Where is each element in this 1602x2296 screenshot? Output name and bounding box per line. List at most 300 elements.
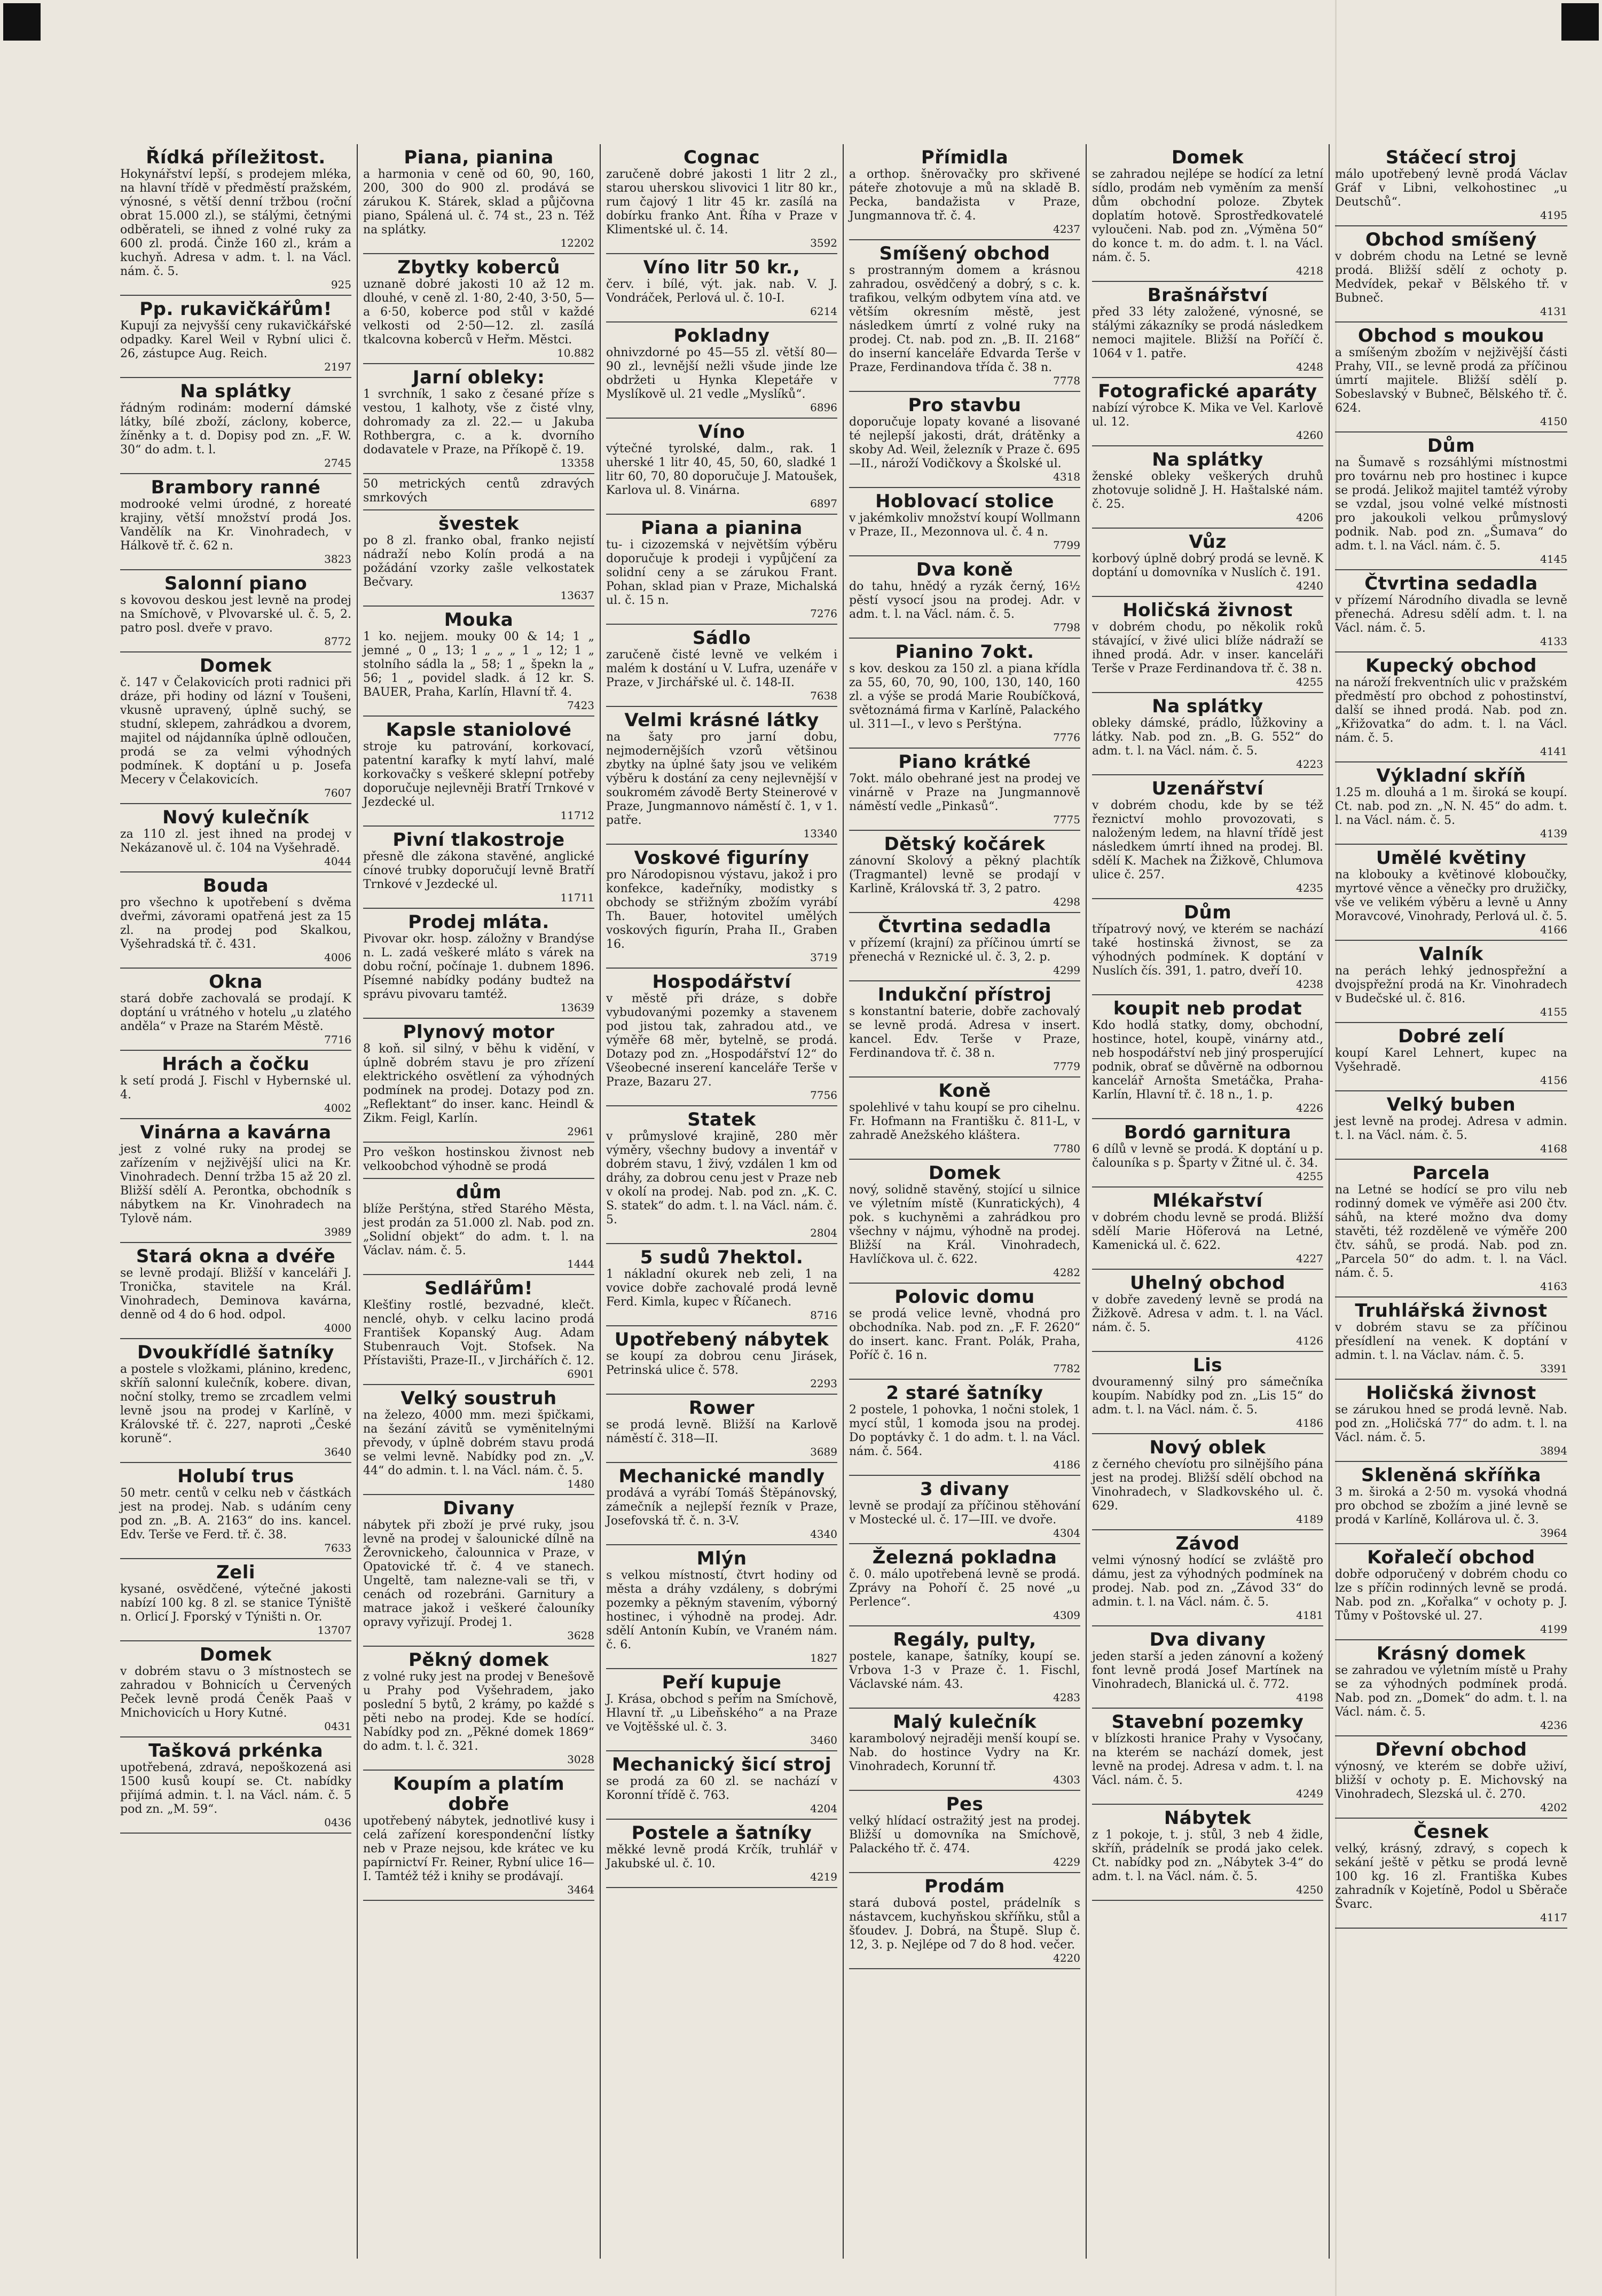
classified-ad bbox=[363, 1275, 594, 1385]
ad-body: 50 metrických centů zdravých smrkových bbox=[363, 477, 594, 505]
ad-body: velký, krásný, zdravý, s copech k sekání ještě v pětku se prodá levně 100 kg. 16 zl. Františka Kubes zahradník v Kojetíně, Podol u Sběrače Švarc. bbox=[1335, 1842, 1567, 1911]
ad-reference-number: 8772 bbox=[324, 635, 351, 648]
ad-reference-number: 4002 bbox=[324, 1102, 351, 1114]
ad-headline: Velmi krásné látky bbox=[624, 710, 819, 731]
ad-reference-number: 6897 bbox=[810, 497, 837, 510]
ad-body: 7okt. málo obehrané jest na prodej ve vinárně v Praze na Jungmannově náměstí vedle „Pinkasů“. bbox=[849, 772, 1080, 813]
ad-reference-number: 7607 bbox=[324, 787, 351, 799]
ad-body: 8 koň. sil silný, v běhu k vidění, v úplně dobrém stavu je pro zřízení elektrického osvětlení za výhodných podmínek na prodej. Dotazy pod zn. „Reflektant“ do inser. kanc. Heindl & Zikm. Feigl, Karlín. bbox=[363, 1042, 594, 1125]
ad-body: 3 m. široká a 2·50 m. vysoká vhodná pro obchod se zbožím a jiné levně se prodá v Karlíně, Kollárova ul. č. 3. bbox=[1335, 1485, 1567, 1527]
classified-ad bbox=[1335, 1640, 1567, 1736]
ad-body: v dobrém stavu o 3 místnostech se zahradou v Bohnicích u Červených Peček levně prodá Čeněk Paaš v Mnichovicích u Hory Kutné. bbox=[120, 1665, 351, 1720]
classified-ad bbox=[363, 1495, 594, 1647]
ad-body: dobře odporučený v dobrém chodu co lze s příčin rodinných levně se prodá. Nab. pod zn. „Kořalka“ v ochoty p. J. Tůmy v Poštovské ul. 27. bbox=[1335, 1568, 1567, 1623]
ad-reference-number: 4240 bbox=[1296, 579, 1323, 592]
ad-headline: Skleněná skříňka bbox=[1361, 1465, 1542, 1486]
ad-reference-number: 6901 bbox=[567, 1367, 594, 1380]
ad-headline: Mouka bbox=[444, 609, 514, 631]
ad-headline: Domek bbox=[1171, 147, 1244, 168]
ad-reference-number: 4202 bbox=[1540, 1801, 1567, 1814]
ad-column bbox=[358, 144, 601, 2259]
ad-reference-number: 1480 bbox=[567, 1477, 594, 1490]
ad-body: uznaně dobré jakosti 10 až 12 m. dlouhé, v ceně zl. 1·80, 2·40, 3·50, 5— a 6·50, koberce pod stůl v každé velkosti od 2·50—12. zl. zasílá tkalcovna koberců v Heřm. Městci. bbox=[363, 278, 594, 347]
classified-ad bbox=[606, 1326, 837, 1395]
ad-headline: Lis bbox=[1192, 1355, 1223, 1376]
classified-ad bbox=[606, 1545, 837, 1669]
ad-body: J. Krása, obchod s peřím na Smíchově, Hlavní tř. „u Libeňského“ a na Praze ve Vojtěšské ul. č. 3. bbox=[606, 1693, 837, 1734]
classified-ad bbox=[1335, 1544, 1567, 1640]
classified-ad bbox=[606, 969, 837, 1106]
ad-headline: Piana a pianina bbox=[641, 517, 803, 539]
classified-ad bbox=[1092, 1188, 1323, 1270]
classified-ad bbox=[606, 1751, 837, 1820]
ad-headline: Na splátky bbox=[1152, 449, 1263, 470]
ad-reference-number: 2804 bbox=[810, 1226, 837, 1239]
ad-body: z černého chevíotu pro silnějšího pána jest na prodej. Bližší sdělí obchod na Vinohradech, v Sladkovského ul. č. 629. bbox=[1092, 1458, 1323, 1513]
ad-headline: Rower bbox=[688, 1397, 755, 1419]
ad-reference-number: 2197 bbox=[324, 360, 351, 373]
classified-ad bbox=[606, 144, 837, 254]
ad-body: postele, kanape, šatníky, koupí se. Vrbova 1-3 v Praze č. 1. Fischl, Václavské nám. 43. bbox=[849, 1650, 1080, 1691]
ad-body: málo upotřebený levně prodá Václav Gráf v Libni, velkohostinec „u Deutschů“. bbox=[1335, 168, 1567, 209]
ad-body: výnosný, ve kterém se dobře uživí, bližší v ochoty p. E. Michovský na Vinohradech, Slezská ul. č. 270. bbox=[1335, 1760, 1567, 1801]
ad-headline: Nábytek bbox=[1164, 1807, 1252, 1829]
ad-headline: Kupecký obchod bbox=[1365, 655, 1537, 677]
ad-reference-number: 12202 bbox=[560, 237, 594, 249]
ad-reference-number: 3989 bbox=[324, 1225, 351, 1238]
classified-ad bbox=[849, 392, 1080, 488]
ad-headline: Salonní piano bbox=[164, 573, 308, 594]
scan-corner-mark bbox=[1561, 3, 1599, 41]
classified-ad bbox=[1092, 1709, 1323, 1805]
ad-body: v jakémkoliv množství koupí Wollmann v Praze, II., Mezonnova ul. č. 4 n. bbox=[849, 512, 1080, 539]
ad-reference-number: 4168 bbox=[1540, 1142, 1567, 1155]
ad-headline: Česnek bbox=[1413, 1821, 1489, 1843]
ad-reference-number: 4248 bbox=[1296, 360, 1323, 373]
ad-body: velmi výnosný hodící se zvláště pro dámu, jest za výhodných podmínek na prodej. Nab. pod zn. „Závod 33“ do admin. t. l. na Václ. nám. č. 5. bbox=[1092, 1554, 1323, 1609]
ad-body: a smíšeným zbožím v nejživější části Prahy, VII., se levně prodá za příčinou úmrtí majitele. Bližší sdělí p. Sobeslavský v Bubneč, Bělského tř. č. 624. bbox=[1335, 346, 1567, 415]
ad-headline: Pp. rukavičkářům! bbox=[139, 298, 332, 320]
ad-headline: Prodám bbox=[924, 1876, 1005, 1897]
classified-ad bbox=[1092, 693, 1323, 775]
ad-body: Pro veškon hostinskou živnost neb velkoobchod výhodně se prodá bbox=[363, 1146, 594, 1173]
ad-headline: Holubí trus bbox=[177, 1466, 294, 1487]
ad-body: tu- i cizozemská v největším výběru doporučuje k prodeji i vypůjčení za solidní ceny a se zárukou Frant. Pohan, sklad pian v Praze, Michalská ul. č. 15 n. bbox=[606, 538, 837, 607]
ad-headline: Truhlářská živnost bbox=[1355, 1300, 1548, 1322]
ad-headline: Voskové figuríny bbox=[634, 847, 810, 869]
ad-headline: Malý kulečník bbox=[892, 1711, 1037, 1733]
ad-reference-number: 7799 bbox=[1053, 539, 1080, 552]
ad-body: stroje ku patrování, korkovací, patentní karafky k mytí lahví, malé korkovačky s veškeré sklepní potřeby doporučuje nejlevněji Bratří Trnkové v Jezdecké ul. bbox=[363, 740, 594, 809]
classified-ad bbox=[1092, 995, 1323, 1119]
classified-ad bbox=[1092, 1530, 1323, 1626]
ad-headline: 2 staré šatníky bbox=[886, 1382, 1043, 1404]
ad-column bbox=[115, 144, 358, 2259]
ad-body: jest levně na prodej. Adresa v admin. t. l. na Václ. nám. č. 5. bbox=[1335, 1115, 1567, 1142]
ad-body: na železo, 4000 mm. mezi špičkami, na šezání závitů se vyměnitelnými převody, v úplně dobrém stavu prodá se velmi levně. Nabídky pod zn. „V. 44“ do admin. t. l. na Václ. nám. č. 5. bbox=[363, 1409, 594, 1477]
classified-ad bbox=[606, 845, 837, 969]
ad-reference-number: 4204 bbox=[810, 1802, 837, 1815]
classified-ad bbox=[849, 749, 1080, 831]
classified-ad bbox=[849, 1626, 1080, 1709]
ad-reference-number: 3689 bbox=[810, 1445, 837, 1458]
classified-ad bbox=[849, 1380, 1080, 1476]
ad-headline: Smíšený obchod bbox=[879, 243, 1050, 264]
ad-reference-number: 4236 bbox=[1540, 1719, 1567, 1732]
ad-column bbox=[1087, 144, 1330, 2259]
ad-body: v dobrém stavu se za příčinou přesídlení na venek. K doptání v admin. t. l. na Václav. nám. č. 5. bbox=[1335, 1321, 1567, 1362]
ad-reference-number: 4304 bbox=[1053, 1527, 1080, 1539]
classified-ad bbox=[1092, 1270, 1323, 1352]
classified-ad bbox=[1335, 570, 1567, 652]
ad-reference-number: 4218 bbox=[1296, 264, 1323, 277]
ad-reference-number: 2293 bbox=[810, 1377, 837, 1390]
ad-headline: Na splátky bbox=[1152, 696, 1263, 717]
ad-reference-number: 3391 bbox=[1540, 1362, 1567, 1375]
classified-ad bbox=[606, 1463, 837, 1545]
ad-body: v průmyslové krajině, 280 měr výměry, všechny budovy a inventář v dobrém stavu, 1 živý, vzdálen 1 km od dráhy, za dobrou cenu jest v Praze neb v okolí na prodej. Nab. pod zn. „K. C. S. statek“ do adm. t. l. na Václ. nám. č. 5. bbox=[606, 1130, 837, 1226]
classified-ad bbox=[1335, 433, 1567, 570]
classified-ad bbox=[606, 625, 837, 707]
ad-body: s konstantní baterie, dobře zachovalý se levně prodá. Adresa v insert. kancel. Edv. Terše v Praze, Ferdinandova tř. č. 38 n. bbox=[849, 1005, 1080, 1060]
ad-reference-number: 4255 bbox=[1296, 675, 1323, 688]
ad-headline: Dům bbox=[1183, 902, 1232, 923]
classified-ad bbox=[1092, 144, 1323, 282]
ad-headline: Uzenářství bbox=[1151, 778, 1264, 799]
ad-headline: Pokladny bbox=[673, 325, 770, 347]
ad-headline: Pivní tlakostroje bbox=[392, 829, 565, 851]
ad-headline: 5 sudů 7hektol. bbox=[640, 1247, 804, 1268]
ad-reference-number: 4238 bbox=[1296, 978, 1323, 990]
classified-ad bbox=[849, 981, 1080, 1078]
ad-body: řádným rodinám: moderní dámské látky, bílé zboží, záclony, koberce, žíněnky a t. d. Dopisy pod zn. „F. W. 30“ do adm. t. l. bbox=[120, 402, 351, 457]
ad-headline: Polovic domu bbox=[894, 1286, 1035, 1308]
classified-ad bbox=[606, 254, 837, 323]
ad-headline: Cognac bbox=[684, 147, 760, 168]
ad-headline: Vůz bbox=[1189, 531, 1227, 553]
ad-headline: Hospodářství bbox=[652, 971, 791, 993]
ad-headline: Statek bbox=[687, 1109, 756, 1130]
classified-ad bbox=[363, 1385, 594, 1495]
classified-ad bbox=[606, 1395, 837, 1463]
ad-headline: Pěkný domek bbox=[408, 1649, 549, 1671]
classified-ad bbox=[606, 1669, 837, 1751]
classified-ad bbox=[1335, 226, 1567, 323]
ad-reference-number: 4131 bbox=[1540, 305, 1567, 318]
ad-body: 1 ko. nejjem. mouky 00 & 14; 1 „ jemné „ 0 „ 13; 1 „ „ „ 1 „ 12; 1 „ stolního sádla la „ 58; 1 „ špekn la „ 56; 1 „ povidel sladk. á 12 kr. S. BAUER, Praha, Karlín, Hlavní tř. 4. bbox=[363, 630, 594, 699]
ad-body: v dobrém chodu levně se prodá. Bližší sdělí Marie Höferová na Letné, Kamenická ul. č. 622. bbox=[1092, 1211, 1323, 1252]
ad-body: karambolový nejraději menší koupí se. Nab. do hostince Vydry na Kr. Vinohradech, Korunní tř. bbox=[849, 1732, 1080, 1773]
classified-ad bbox=[1335, 1819, 1567, 1929]
ad-reference-number: 4198 bbox=[1296, 1691, 1323, 1704]
classified-ad bbox=[1335, 1160, 1567, 1298]
classified-ad bbox=[606, 323, 837, 419]
ad-headline: Čtvrtina sedadla bbox=[878, 916, 1051, 937]
ad-body: nabízí výrobce K. Mika ve Vel. Karlově ul. 12. bbox=[1092, 402, 1323, 429]
ad-headline: Dva divany bbox=[1149, 1629, 1266, 1650]
ad-body: se zahradou nejlépe se hodící za letní sídlo, prodám neb vyměním za menší dům obchodní poloze. Zbytek doplatím hotově. Sprostředkovatelé vyloučeni. Nab. pod zn. „Výměna 50“ do konce t. m. do adm. t. l. na Václ. nám. č. 5. bbox=[1092, 168, 1323, 264]
ad-reference-number: 10.882 bbox=[557, 347, 594, 359]
ad-reference-number: 4235 bbox=[1296, 882, 1323, 894]
classified-ad bbox=[606, 419, 837, 515]
ad-reference-number: 1444 bbox=[567, 1257, 594, 1270]
ad-body: v blízkosti hranice Prahy v Vysočany, na kterém se nachází domek, jest levně na prodej. Adresa v adm. t. l. na Václ. nám. č. 5. bbox=[1092, 1732, 1323, 1787]
ad-body: s prostranným domem a krásnou zahradou, osvědčený a dobrý, s c. k. trafikou, velkým odbytem vína atd. ve větším okresním městě, jest následkem úmrtí z volné ruky na prodej. Ct. nab. pod zn. „B. II. 2168“ do inserní kanceláře Edvarda Terše v Praze, Ferdinandova třída č. 38 n. bbox=[849, 264, 1080, 374]
ad-body: koupí Karel Lehnert, kupec na Vyšehradě. bbox=[1335, 1047, 1567, 1074]
ad-headline: Postele a šatníky bbox=[631, 1822, 812, 1844]
ad-reference-number: 7778 bbox=[1053, 374, 1080, 387]
ad-body: č. 147 v Čelakovicích proti radnici při dráze, při hodiny od lázní v Toušeni, vkusně upravený, úplně suchý, se studní, sklepem, zahrádkou a dvorem, majitel od nájdanníka úplně odloučen, prodá se za velmi výhodných podmínek. K doptání u p. Josefa Mecery v Čelakovicích. bbox=[120, 676, 351, 787]
ad-body: pro všechno k upotřebení s dvěma dveřmi, závorami opatřená jest za 15 zl. na prodej pod Skalkou, Vyšehradská tř. č. 431. bbox=[120, 896, 351, 951]
ad-body: jest z volné ruky na prodej se zařízením v nejživější ulici na Kr. Vinohradech. Denní tržba 15 až 20 zl. Bližší sdělí A. Perontka, obchodník s nábytkem na Kr. Vinohradech na Tylově nám. bbox=[120, 1143, 351, 1225]
ad-body: 50 metr. centů v celku neb v částkách jest na prodej. Nab. s udáním ceny pod zn. „B. A. 2163“ do ins. kancel. Edv. Terše ve Ferd. tř. č. 38. bbox=[120, 1487, 351, 1542]
ad-body: výtečné tyrolské, dalm., rak. 1 uherské 1 litr 40, 45, 50, 60, sladké 1 litr 60, 70, 80 doporučuje J. Matoušek, Karlova ul. 8. Vinárna. bbox=[606, 442, 837, 497]
ad-body: přesně dle zákona stavěné, anglické cínové trubky doporučují levně Bratří Trnkové v Jezdecké ul. bbox=[363, 850, 594, 891]
ad-headline: Piano krátké bbox=[898, 751, 1031, 773]
ad-reference-number: 7423 bbox=[567, 699, 594, 712]
classified-ad bbox=[120, 969, 351, 1051]
ad-headline: Mlékařství bbox=[1152, 1190, 1263, 1212]
classified-ad bbox=[363, 1771, 594, 1901]
classified-ad bbox=[606, 515, 837, 625]
ad-body: doporučuje lopaty kované a lisované té nejlepší jakosti, drát, drátěnky a skoby Ad. Weil, železník v Praze č. 695—II., nároží Vodičkovy a Školské ul. bbox=[849, 415, 1080, 470]
ad-headline: Dům bbox=[1427, 435, 1475, 457]
classified-ad bbox=[120, 1339, 351, 1463]
ad-body: v dobrém chodu na Letné se levně prodá. Bližší sdělí z ochoty p. Medvídek, pekař v Bělského tř. v Bubneč. bbox=[1335, 250, 1567, 305]
ad-reference-number: 4181 bbox=[1296, 1609, 1323, 1622]
ad-body: se zárukou hned se prodá levně. Nab. pod zn. „Holičská 77“ do adm. t. l. na Václ. nám. č. 5. bbox=[1335, 1403, 1567, 1444]
classified-ad bbox=[1335, 652, 1567, 762]
ad-reference-number: 7716 bbox=[324, 1033, 351, 1046]
classified-ad bbox=[120, 474, 351, 570]
ad-reference-number: 4156 bbox=[1540, 1074, 1567, 1087]
ad-body: se zahradou ve výletním místě u Prahy se za výhodných podmínek prodá. Nab. pod zn. „Domek“ do adm. t. l. na Václ. nám. č. 5. bbox=[1335, 1664, 1567, 1719]
ad-body: v městě při dráze, s dobře vybudovanými pozemky a stavenem pod jistou tak, zahradou atd., ve výměře 68 měr, bytelně, se prodá. Dotazy pod zn. „Hospodářství 12“ do Všeobecné inserení kanceláře Terše v Praze, Bazaru 27. bbox=[606, 992, 837, 1089]
ad-reference-number: 3628 bbox=[567, 1629, 594, 1642]
classified-ad bbox=[1092, 1352, 1323, 1434]
ad-reference-number: 4226 bbox=[1296, 1102, 1323, 1114]
ad-reference-number: 3028 bbox=[567, 1753, 594, 1766]
ad-reference-number: 11711 bbox=[560, 891, 594, 904]
ad-body: po 8 zl. franko obal, franko nejistí nádraží nebo Kolín prodá a na požádání vzorky zašle velkostatek Bečvary. bbox=[363, 534, 594, 589]
ad-headline: Dřevní obchod bbox=[1375, 1739, 1527, 1760]
classified-ad bbox=[363, 717, 594, 827]
classified-ad bbox=[1335, 941, 1567, 1023]
classified-ad bbox=[120, 1463, 351, 1559]
ad-reference-number: 3894 bbox=[1540, 1444, 1567, 1457]
ad-reference-number: 4250 bbox=[1296, 1883, 1323, 1896]
classified-ad bbox=[849, 1544, 1080, 1626]
ad-headline: Piana, pianina bbox=[404, 147, 554, 168]
ad-reference-number: 2745 bbox=[324, 457, 351, 469]
classified-ad bbox=[849, 240, 1080, 392]
ad-body: modrooké velmi úrodné, z horeaté krajiny, větší množství prodá Jos. Vandělík na Kr. Vinohradech, v Hálkově tř. č. 62 n. bbox=[120, 498, 351, 553]
classified-ad bbox=[363, 364, 594, 474]
ad-body: ohnivzdorné po 45—55 zl. větší 80—90 zl., levnější nežli všude jinde lze obdržeti u Hynka Klepetáře v Myslíkově ul. 21 vedle „Myslíků“. bbox=[606, 346, 837, 401]
ad-body: jeden starší a jeden zánovní a kožený font levně prodá Josef Martínek na Vinohradech, Blanická ul. č. 772. bbox=[1092, 1650, 1323, 1691]
ad-headline: Na splátky bbox=[180, 381, 292, 402]
ad-headline: Mechanické mandly bbox=[618, 1466, 825, 1487]
ad-body: a harmonia v ceně od 60, 90, 160, 200, 300 do 900 zl. prodává se zárukou K. Stárek, sklad a půjčovna piano, Spálená ul. č. 74 st., 23 n. Též na splátky. bbox=[363, 168, 594, 237]
ad-reference-number: 7798 bbox=[1053, 621, 1080, 634]
ad-reference-number: 4237 bbox=[1053, 223, 1080, 235]
ad-body: nový, solidně stavěný, stojící u silnice ve výletním místě (Kunratických), 4 pok. s kuchyněmi a zahrádkou pro všechny v nájmu, výhodně na prodej. Bližší na Král. Vinohradech, Havlíčkova ul. č. 622. bbox=[849, 1183, 1080, 1266]
ad-headline: Dobré zelí bbox=[1398, 1026, 1504, 1047]
ad-reference-number: 4163 bbox=[1540, 1280, 1567, 1293]
ad-body: stará dubová postel, prádelník s nástavcem, kuchyňskou skříňku, stůl a šťoudev. J. Dobrá, na Štupě. Slup č. 12, 3. p. Nejlépe od 7 do 8 hod. večer. bbox=[849, 1897, 1080, 1952]
ad-body: obleky dámské, prádlo, lůžkoviny a látky. Nab. pod zn. „B. G. 552“ do adm. t. l. na Václ. nám. č. 5. bbox=[1092, 717, 1323, 758]
ad-body: 1 nákladní okurek neb zeli, 1 na vovice dobře zachovalé prodá levně Ferd. Kimla, kupec v Říčanech. bbox=[606, 1268, 837, 1309]
classified-ad bbox=[1092, 1626, 1323, 1709]
classified-ad bbox=[363, 1143, 594, 1179]
classified-ad bbox=[1092, 378, 1323, 446]
ad-headline: Kořalečí obchod bbox=[1367, 1547, 1535, 1568]
ad-column bbox=[844, 144, 1087, 2259]
ad-body: Klešťiny rostlé, bezvadné, klečt. nenclé, ohyb. v celku lacino prodá František Kopanský Aug. Adam Stubenrauch Vojt. Stofsek. Na Přístavišti, Praze-II., v Jirchářích č. 12. bbox=[363, 1299, 594, 1367]
ad-body: upotřebený nábytek, jednotlivé kusy i celá zařízení korespondenční lístky neb v Praze nejsou, kde krátec ve ku papírnictví Fr. Reiner, Rybní ulice 16—I. Tamtéž též i knihy se prodávají. bbox=[363, 1814, 594, 1883]
ad-headline: Výkladní skříň bbox=[1376, 765, 1526, 787]
ad-headline: Jarní obleky: bbox=[412, 367, 545, 388]
ad-reference-number: 3964 bbox=[1540, 1527, 1567, 1539]
classified-ad bbox=[120, 872, 351, 969]
classified-ad bbox=[363, 474, 594, 510]
ad-body: 6 dílů v levně se prodá. K doptání u p. čalouníka s p. Šparty v Žitné ul. č. 34. bbox=[1092, 1143, 1323, 1170]
classified-ad bbox=[1092, 1434, 1323, 1530]
ad-headline: Divany bbox=[443, 1498, 515, 1519]
ad-headline: Hrách a čočku bbox=[162, 1053, 310, 1075]
ad-body: s kov. deskou za 150 zl. a piana křídla za 55, 60, 70, 90, 100, 130, 140, 160 zl. a výše se prodá Marie Roubíčková, světoznámá firma v Karlíně, Palackého ul. 311—I., v levo s Perštýna. bbox=[849, 662, 1080, 731]
ad-reference-number: 4133 bbox=[1540, 635, 1567, 648]
ad-headline: Plynový motor bbox=[403, 1021, 555, 1043]
ad-body: za 110 zl. jest ihned na prodej v Nekázanově ul. č. 104 na Vyšehradě. bbox=[120, 828, 351, 855]
ad-body: se prodá za 60 zl. se nachází v Koronní třídě č. 763. bbox=[606, 1775, 837, 1802]
ad-reference-number: 4283 bbox=[1053, 1691, 1080, 1704]
ad-headline: Řídká příležitost. bbox=[146, 147, 326, 168]
classified-ad bbox=[120, 570, 351, 652]
ad-headline: Umělé květiny bbox=[1376, 847, 1527, 869]
ad-reference-number: 7638 bbox=[810, 689, 837, 702]
ad-body: Kupují za nejvyšší ceny rukavičkářské odpadky. Karel Weil v Rybní ulici č. 26, zástupce Aug. Reich. bbox=[120, 319, 351, 360]
ad-reference-number: 7276 bbox=[810, 607, 837, 620]
ad-body: Hokynářství lepší, s prodejem mléka, na hlavní třídě v předměstí pražském, výnosné, s větší denní tržbou (roční obrat 15.000 zl.), se stálými, četnými odběrateli, se ihned z volné ruky za 600 zl. prodá. Činže 160 zl., krám a kuchyň. Adresa v adm. t. l. na Václ. nám. č. 5. bbox=[120, 168, 351, 278]
ad-reference-number: 4229 bbox=[1053, 1855, 1080, 1868]
ad-headline: Obchod smíšený bbox=[1365, 229, 1537, 250]
classified-ad bbox=[120, 804, 351, 872]
ad-headline: Nový oblek bbox=[1149, 1437, 1266, 1458]
ad-headline: Stavební pozemky bbox=[1111, 1711, 1304, 1733]
ad-headline: Vinárna a kavárna bbox=[140, 1122, 332, 1143]
classified-ad bbox=[120, 1737, 351, 1834]
classified-ad bbox=[849, 831, 1080, 913]
ad-reference-number: 13639 bbox=[560, 1001, 594, 1014]
ad-reference-number: 4155 bbox=[1540, 1005, 1567, 1018]
ad-headline: Zbytky koberců bbox=[397, 257, 560, 278]
classified-ad bbox=[849, 913, 1080, 981]
ad-reference-number: 13340 bbox=[803, 827, 837, 840]
ad-reference-number: 4141 bbox=[1540, 745, 1567, 758]
ad-reference-number: 4006 bbox=[324, 951, 351, 964]
ad-body: třípatrový nový, ve kterém se nachází také hostinská živnost, se za výhodných podmínek. K doptání v Nuslích čís. 391, 1. patro, dveří 10. bbox=[1092, 923, 1323, 978]
ad-headline: Okna bbox=[209, 971, 263, 993]
ad-headline: koupit neb prodat bbox=[1113, 998, 1302, 1019]
ad-reference-number: 0431 bbox=[324, 1720, 351, 1733]
classified-ad bbox=[120, 1051, 351, 1119]
ad-reference-number: 7780 bbox=[1053, 1142, 1080, 1155]
classified-ad bbox=[363, 144, 594, 254]
ad-body: v přízemí (krajní) za příčinou úmrtí se přenechá v Reznické ul. č. 3, 2. p. bbox=[849, 937, 1080, 964]
ad-reference-number: 4255 bbox=[1296, 1170, 1323, 1183]
ad-body: před 33 léty založené, výnosné, se stálými zákazníky se prodá následkem nemoci majitele. Bližší na Poříčí č. 1064 v 1. patře. bbox=[1092, 305, 1323, 360]
ad-headline: Mechanický šicí stroj bbox=[611, 1754, 832, 1775]
ad-body: se prodá levně. Bližší na Karlově náměstí č. 318—II. bbox=[606, 1418, 837, 1445]
ad-headline: Koně bbox=[938, 1080, 991, 1102]
classified-ad bbox=[1092, 1119, 1323, 1188]
ad-reference-number: 7756 bbox=[810, 1089, 837, 1102]
ad-headline: Pes bbox=[946, 1794, 984, 1815]
ad-headline: Uhelný obchod bbox=[1130, 1272, 1285, 1294]
ad-headline: Stáčecí stroj bbox=[1385, 147, 1517, 168]
ad-body: v dobře zavedený levně se prodá na Žižkově. Adresa v adm. t. l. na Václ. nám. č. 5. bbox=[1092, 1293, 1323, 1334]
ad-headline: Tašková prkénka bbox=[148, 1740, 324, 1762]
ad-reference-number: 3592 bbox=[810, 237, 837, 249]
ad-headline: Zeli bbox=[216, 1562, 256, 1583]
ad-headline: Koupím a platím dobře bbox=[392, 1773, 565, 1815]
classified-ad bbox=[1335, 1023, 1567, 1091]
classified-ad bbox=[363, 909, 594, 1019]
ad-body: na nároží frekventních ulic v pražském předměstí pro obchod z pohostinství, další se ihned prodá. Nab. pod zn. „Křižovatka“ do adm. t. l. na Václ. nám. č. 5. bbox=[1335, 676, 1567, 745]
ad-reference-number: 3823 bbox=[324, 553, 351, 565]
ad-reference-number: 4249 bbox=[1296, 1787, 1323, 1800]
ad-reference-number: 7782 bbox=[1053, 1362, 1080, 1375]
ad-reference-number: 7633 bbox=[324, 1542, 351, 1554]
ad-reference-number: 4189 bbox=[1296, 1513, 1323, 1526]
classified-ad bbox=[120, 652, 351, 804]
classified-ad bbox=[1092, 597, 1323, 693]
ad-reference-number: 4139 bbox=[1540, 827, 1567, 840]
ad-reference-number: 4223 bbox=[1296, 758, 1323, 770]
ad-headline: Indukční přístroj bbox=[877, 984, 1052, 1005]
classified-ad bbox=[120, 1119, 351, 1243]
ad-body: Kdo hodlá statky, domy, obchodní, hostince, hotel, koupě, vinárny atd., neb hospodářství neb jiný prosperující podnik, obrať se důvěrně na odbornou kancelář Arnošta Smetáčka, Praha-Karlín, Hlavní tř. č. 18 n., 1. p. bbox=[1092, 1019, 1323, 1102]
ad-headline: Parcela bbox=[1412, 1162, 1490, 1184]
ad-body: korbový úplně dobrý prodá se levně. K doptání u domovníka v Nuslích č. 191. bbox=[1092, 552, 1323, 579]
ad-headline: Kapsle staniolové bbox=[386, 719, 572, 741]
ad-column bbox=[601, 144, 844, 2259]
classified-ad bbox=[606, 1244, 837, 1326]
ad-reference-number: 4186 bbox=[1053, 1458, 1080, 1471]
ad-reference-number: 4340 bbox=[810, 1528, 837, 1540]
ad-headline: Domek bbox=[199, 655, 272, 677]
ad-reference-number: 3460 bbox=[810, 1734, 837, 1747]
ad-body: spolehlivé v tahu koupí se pro cihelnu. Fr. Hofmann na Františku č. 811-L, v zahradě Anežského kláštera. bbox=[849, 1101, 1080, 1142]
classified-ad bbox=[1335, 1736, 1567, 1819]
ad-headline: Hoblovací stolice bbox=[875, 491, 1054, 512]
ad-reference-number: 4299 bbox=[1053, 964, 1080, 977]
ad-headline: Přímidla bbox=[921, 147, 1009, 168]
ad-headline: Brambory ranné bbox=[151, 477, 321, 498]
ad-body: se koupí za dobrou cenu Jirásek, Petrinská ulice č. 578. bbox=[606, 1350, 837, 1377]
ad-body: na klobouky a květinové kloboučky, myrtové věnce a věnečky pro družičky, vše ve velikém výběru a levně u Anny Moravcové, Vinohrady, Perlová ul. č. 5. bbox=[1335, 868, 1567, 923]
classified-ad bbox=[120, 378, 351, 474]
classified-ad bbox=[120, 296, 351, 378]
ad-body: se prodá velice levně, vhodná pro obchodníka. Nab. pod zn. „F. F. 2620“ do insert. kanc. Frant. Polák, Praha, Poříč č. 16 n. bbox=[849, 1307, 1080, 1362]
ad-reference-number: 4298 bbox=[1053, 895, 1080, 908]
classified-ad bbox=[606, 707, 837, 845]
ad-headline: Obchod s moukou bbox=[1358, 325, 1544, 347]
ad-headline: Dětský kočárek bbox=[884, 834, 1046, 855]
ad-reference-number: 4282 bbox=[1053, 1266, 1080, 1279]
classified-ad bbox=[849, 144, 1080, 240]
